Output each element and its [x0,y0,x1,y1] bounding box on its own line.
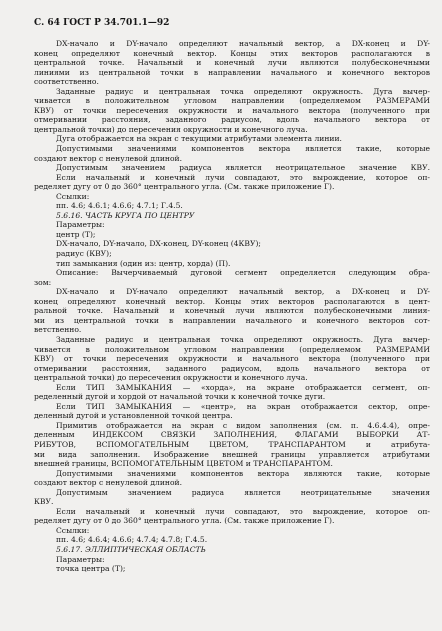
text-line: Параметры: [56,220,105,230]
text-line: деленным ИНДЕКСОМ СВЯЗКИ ЗАПОЛНЕНИЯ, ФЛАГАМИ ВЫБОРКИ АТ- [34,430,430,440]
text-line: КВУ. [34,497,54,507]
text-line: тип замыкания (один из: центр, хорда) (П). [56,258,231,268]
text-line: Если ТИП ЗАМЫКАНИЯ — «центр», на экран отображается сектор, опре- [56,401,430,411]
text-line: ми из центральной точки в направлении начального и конечного векторов сот- [34,315,430,325]
text-line: Описание: Вычерчиваемый дуговой сегмент определяется следующим обра- [56,268,430,278]
page-header: С. 64 ГОСТ Р 34.701.1—92 [34,18,170,28]
text-line: точка центра (Т); [56,564,126,574]
text-line: отмеривании расстояния, заданного радиусом, вдоль начального вектора от [34,363,430,373]
text-line: центр (Т); [56,229,96,239]
text-line: отмеривании расстояния, заданного радиусом, вдоль начального вектора от [34,115,430,125]
text-line: ми вида заполнения. Изображение внешней границы управляется атрибутами [34,449,430,459]
text-line: Если ТИП ЗАМЫКАНИЯ — «хорда», на экране отображается сегмент, оп- [56,382,430,392]
text-line: КВУ) от точки пересечения окружности и начального вектора (полученного при [34,105,430,115]
text-line: пп. 4.6; 4.6.1; 4.6.6; 4.7.1; Г.4.5. [56,201,183,211]
text-line: Допустимым значением радиуса является неотрицательные значения [56,487,430,497]
text-line: внешней границы, ВСПОМОГАТЕЛЬНЫМ ЦВЕТОМ и ТРАНСПАРАНТОМ. [34,459,333,469]
text-line: DX-начало, DY-начало, DX-конец, DY-конец (4КВУ); [56,239,261,249]
text-line: Если начальный и конечный лучи совпадают, это вырождение, которое оп- [56,172,430,182]
text-line: DX-начало и DY-начало определяют начальный вектор, а DX-конец и DY- [56,39,430,48]
text-line: Допустимым значением радиуса является неотрицательное значение КВУ. [56,163,430,173]
text-line: Если начальный и конечный лучи совпадают, это вырождение, которое оп- [56,506,430,516]
text-line: Допустимыми значениями компонентов вектора являются такие, которые [56,468,430,478]
text-line: Допустимыми значениями компонентов вектора является такие, которые [56,144,430,154]
text-line: зом: [34,277,52,287]
document-body [34,39,430,574]
text-line: конец определяют конечный вектор. Концы этих векторов располагаются в цент- [34,296,430,306]
text-line: DX-начало и DY-начало определяют начальный вектор, а DX-конец и DY- [56,287,430,297]
text-line: Дуга отображается на экран с текущими атрибутами элемента линии. [56,134,342,144]
text-line: создают вектор с ненулевой длиной. [34,153,183,163]
text-line: ветственно. [34,325,82,335]
text-line: Заданные радиус и центральная точка определяют окружность. Дуга вычер- [56,86,430,96]
text-line: линиями из центральной точки в направлении начального и конечного векторов [34,67,430,77]
text-line: центральной точки) до пересечения окружности и конечного луча. [34,373,308,383]
section-heading: 5.6.17. ЭЛЛИПТИЧЕСКАЯ ОБЛАСТЬ [56,544,206,554]
text-line: ральной точке. Начальный и конечный лучи являются полубесконечными линия- [34,306,430,316]
text-line: Примитив отображается на экран с видом заполнения (см. п. 4.6.4.4), опре- [56,420,430,430]
text-line: Ссылки: [56,525,90,535]
text-line: ределяет дугу от 0 до 360° центрального угла. (См. также приложение Г). [34,516,335,526]
text-line: КВУ) от точки пересечения окружности и начального вектора (полученного при [34,354,430,364]
text-line: чивается в положительном угловом направлении (определяемом РАЗМЕРАМИ [34,344,430,354]
text-line: Заданные радиус и центральная точка определяют окружность. Дуга вычер- [56,334,430,344]
text-line: центральной точки) до пересечения окружности и конечного луча. [34,124,308,134]
text-line: деленный дугой и установленной точкой центра. [34,411,233,421]
text-line: Параметры: [56,554,105,564]
text-line: ределяет дугу от 0 до 360° центрального угла. (См. также приложение Г). [34,182,335,192]
text-line: радиус (КВУ); [56,249,112,259]
text-line: конец определяют конечный вектор. Концы этих векторов располагаются в [34,48,430,58]
text-line: пп. 4.6; 4.6.4; 4.6.6; 4.7.4; 4.7.8; Г.4.5. [56,535,208,545]
text-line: соответственно. [34,77,99,87]
text-line: чивается в положительном угловом направлении (определяемом РАЗМЕРАМИ [34,96,430,106]
section-heading: 5.6.16. ЧАСТЬ КРУГА ПО ЦЕНТРУ [56,210,195,220]
text-line: Ссылки: [56,191,90,201]
text-line: ределенный дугой и хордой от начальной точки к конечной точке дуги. [34,392,326,402]
text-line: РИБУТОВ, ВСПОМОГАТЕЛЬНЫМ ЦВЕТОМ, ТРАНСПАРАНТОМ и атрибута- [34,439,430,449]
text-line: центральной точке. Начальный и конечный лучи являются полубесконечными [34,58,430,68]
text-line: создают вектор с ненулевой длиной. [34,478,183,488]
